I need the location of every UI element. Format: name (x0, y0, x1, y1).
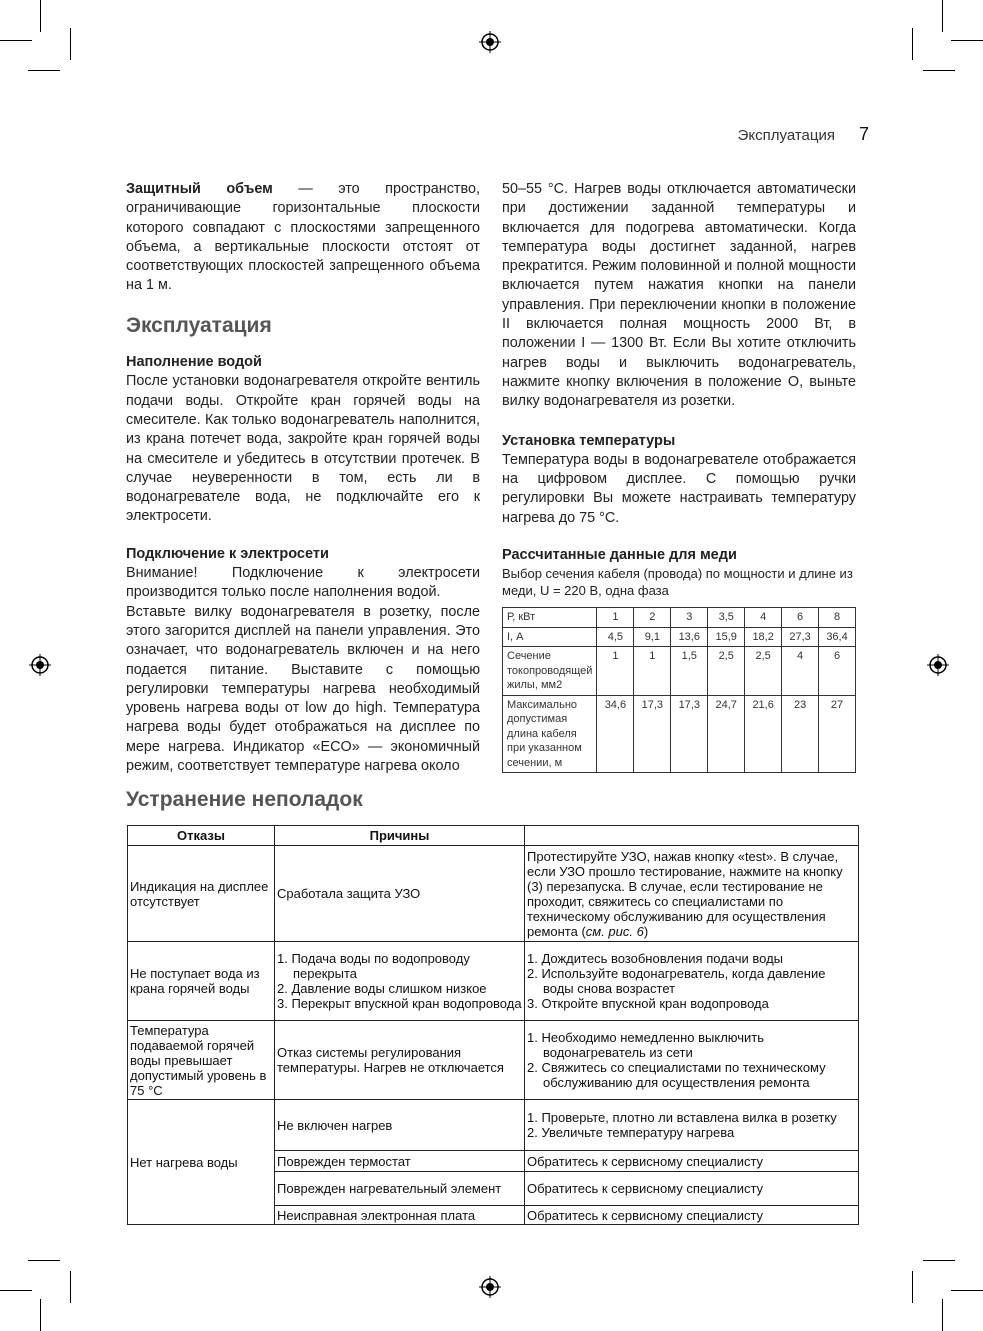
running-header (738, 124, 869, 145)
cable-value-cell: 2,5 (708, 647, 745, 696)
page-number: 7 (858, 124, 869, 144)
table-row (128, 1100, 859, 1151)
header-fixes (525, 826, 859, 846)
fix-text: Протестируйте УЗО, нажав кнопку «test». В случае, если УЗО прошло тестирование, нажмите на кнопку (3) перезапуска. В случае, если тестирование не проходит, свяжитесь со специалистами по техническому обслуживанию для осуществления ремонта ( (527, 848, 843, 939)
cable-table-row (503, 608, 856, 628)
cable-table (502, 607, 856, 773)
registration-mark-icon (479, 31, 501, 53)
crop-mark (28, 1260, 60, 1261)
cause-item: 1. Подача воды по водопроводу перекрыта (277, 951, 470, 981)
crop-mark (70, 28, 71, 60)
cause-cell: Не включен нагрев (275, 1100, 525, 1151)
fix-cell: Обратитесь к сервисному специалисту (525, 1206, 859, 1225)
cable-value-cell: 1 (634, 647, 671, 696)
temp-text: Температура воды в водонагревателе отображается на цифровом дисплее. С помощью ручки регулировки Вы можете настраивать температуру нагрева до 75 °C. (502, 451, 856, 526)
power-warning: Внимание! Подключение к электросети производится только после наполнения водой. (126, 565, 480, 601)
cable-value-cell: 36,4 (819, 627, 856, 647)
fill-text: После установки водонагревателя откройте вентиль подачи воды. Откройте кран горячей воды на смесителе. Как только водонагреватель наполнится, из крана потечет вода, закройте кран горячей воды на смесителе и убедитесь в отсутствии протечек. В случае неуверенности в том, есть ли в водонагревателе вода, не подключайте его к электросети. (126, 373, 480, 525)
cause-cell (275, 942, 525, 1021)
cable-value-cell: 17,3 (634, 695, 671, 773)
crop-mark (942, 1299, 943, 1331)
registration-mark-icon (479, 1276, 501, 1298)
fault-cell: Индикация на дисплее отсутствует (128, 846, 275, 942)
registration-mark-icon (29, 654, 51, 676)
figure-ref: см. рис. 6 (585, 923, 644, 939)
crop-mark (942, 0, 943, 32)
header-causes: Причины (275, 826, 525, 846)
fix-cell (525, 942, 859, 1021)
fix-item: 1. Дождитесь возобновления подачи воды (527, 951, 784, 966)
cable-value-cell: 34,6 (597, 695, 634, 773)
crop-mark (40, 1299, 41, 1331)
header-faults: Отказы (128, 826, 275, 846)
crop-mark (0, 40, 32, 41)
table-row (128, 1021, 859, 1100)
crop-mark (40, 0, 41, 32)
fill-title: Наполнение водой (126, 354, 262, 371)
crop-mark (923, 70, 955, 71)
cable-subtitle: Выбор сечения кабеля (провода) по мощности и длине из меди, U = 220 В, одна фаза (502, 566, 853, 599)
table-row (128, 846, 859, 942)
intro-paragraph (126, 180, 480, 296)
cable-value-cell: 3 (671, 608, 708, 628)
registration-mark-icon (927, 654, 949, 676)
cable-table-row (503, 627, 856, 647)
table-header-row (128, 826, 859, 846)
cause-cell: Поврежден нагревательный элемент (275, 1172, 525, 1206)
crop-mark (70, 1271, 71, 1303)
cable-value-cell: 27 (819, 695, 856, 773)
fix-cell (525, 1021, 859, 1100)
cable-value-cell: 8 (819, 608, 856, 628)
cause-cell: Неисправная электронная плата (275, 1206, 525, 1225)
cause-cell: Отказ системы регулирования температуры. Нагрев не отключается (275, 1021, 525, 1100)
fault-cell: Температура подаваемой горячей воды превышает допустимый уровень в 75 °C (128, 1021, 275, 1100)
cable-title: Рассчитанные данные для меди (502, 547, 737, 564)
cable-value-cell: 6 (819, 647, 856, 696)
continued-text: 50–55 °C. Нагрев воды отключается автоматически при достижении заданной температуры и включается для подогрева автоматически. Когда температура воды достигнет заданной, нагрев прекратится. Режим половинной и полной мощности включается путем нажатия кнопки на панели управления. При переключении кнопки в положение II включается полная мощность 2000 Вт, в положении I — 1300 Вт. Если Вы хотите отключить нагрев воды и выключить водонагреватель, нажмите кнопку включения в положение O, выньте вилку водонагревателя из розетки. (502, 181, 856, 410)
cable-table-row (503, 647, 856, 696)
cable-value-cell: 17,3 (671, 695, 708, 773)
section-title: Эксплуатация (126, 313, 272, 337)
cable-value-cell: 2 (634, 608, 671, 628)
cable-value-cell: 23 (782, 695, 819, 773)
fix-item: 1. Необходимо немедленно выключить водонагреватель из сети (527, 1030, 765, 1060)
cause-cell: Сработала защита УЗО (275, 846, 525, 942)
cause-item: 3. Перекрыт впускной кран водопровода (277, 996, 522, 1011)
term: Защитный объем (126, 181, 273, 197)
cable-value-cell: 1 (597, 647, 634, 696)
fix-cell (525, 1100, 859, 1151)
crop-mark (28, 70, 60, 71)
cable-value-cell: 24,7 (708, 695, 745, 773)
fix-item: 2. Используйте водонагреватель, когда давление воды снова возрастет (527, 966, 826, 996)
cable-value-cell: 13,6 (671, 627, 708, 647)
cable-value-cell: 1 (597, 608, 634, 628)
troubleshooting-title: Устранение неполадок (126, 788, 363, 811)
cable-label-cell: Максимально допустимая длина кабеля при указанном сечении, м (503, 695, 597, 773)
cable-value-cell: 9,1 (634, 627, 671, 647)
cable-value-cell: 1,5 (671, 647, 708, 696)
cable-value-cell: 27,3 (782, 627, 819, 647)
temp-title: Установка температуры (502, 432, 676, 449)
cable-table-row (503, 695, 856, 773)
cable-value-cell: 4 (782, 647, 819, 696)
fault-cell: Не поступает вода из крана горячей воды (128, 942, 275, 1021)
crop-mark (912, 28, 913, 60)
crop-mark (912, 1271, 913, 1303)
header-section: Эксплуатация (737, 127, 835, 144)
power-title: Подключение к электросети (126, 545, 329, 562)
cable-label-cell: I, А (503, 627, 597, 647)
fix-item: 3. Откройте впускной кран водопровода (527, 996, 769, 1011)
cable-value-cell: 3,5 (708, 608, 745, 628)
cable-label-cell: Р, кВт (503, 608, 597, 628)
cable-value-cell: 6 (782, 608, 819, 628)
cable-value-cell: 2,5 (745, 647, 782, 696)
left-column (126, 180, 480, 776)
definition: — это пространство, ограничивающие горизонтальные плоскости которого совпадают с плоскостями запрещенного объема, а вертикальные плоскости отстоят от соответствующих плоскостей запрещенного объема на 1 м. (126, 181, 480, 294)
fix-cell: Обратитесь к сервисному специалисту (525, 1172, 859, 1206)
cable-value-cell: 4,5 (597, 627, 634, 647)
fix-cell: Обратитесь к сервисному специалисту (525, 1151, 859, 1172)
cable-value-cell: 18,2 (745, 627, 782, 647)
fault-cell: Нет нагрева воды (128, 1100, 275, 1225)
cable-value-cell: 21,6 (745, 695, 782, 773)
crop-mark (951, 1290, 983, 1291)
fix-item: 2. Свяжитесь со специалистами по техническому обслуживанию для осуществления ремонта (527, 1060, 826, 1090)
crop-mark (0, 1290, 32, 1291)
fix-text: ) (643, 923, 649, 939)
cable-value-cell: 15,9 (708, 627, 745, 647)
cable-label-cell: Сечение токопроводящей жилы, мм2 (503, 647, 597, 696)
cable-value-cell: 4 (745, 608, 782, 628)
cause-item: 2. Давление воды слишком низкое (277, 981, 487, 996)
right-column (502, 180, 856, 773)
fix-cell (525, 846, 859, 942)
cause-cell: Поврежден термостат (275, 1151, 525, 1172)
fix-item: 1. Проверьте, плотно ли вставлена вилка в розетку (527, 1110, 837, 1125)
troubleshooting-table (127, 825, 859, 1225)
power-text: Вставьте вилку водонагревателя в розетку, после этого загорится дисплей на панели управления. Это означает, что водонагреватель включен и на него подается питание. Выставите с помощью регулировки температуры нагрева необходимый уровень нагрева воды от low до high. Температура нагрева воды будет отображаться на дисплее по мере нагрева. Индикатор «ECO» — экономичный режим, соответствует температуре нагрева около (126, 603, 480, 775)
crop-mark (923, 1260, 955, 1261)
crop-mark (951, 40, 983, 41)
fix-item: 2. Увеличьте температуру нагрева (527, 1125, 735, 1140)
table-row (128, 942, 859, 1021)
